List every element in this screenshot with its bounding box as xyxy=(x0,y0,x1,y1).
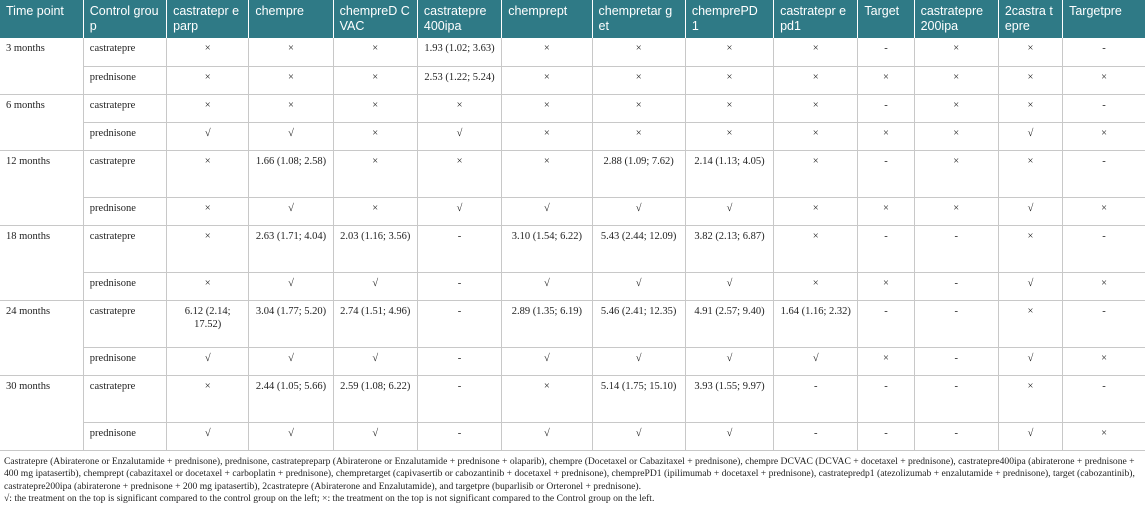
control-group-cell: prednisone xyxy=(83,272,166,300)
value-cell: - xyxy=(914,375,998,422)
value-cell: × xyxy=(1063,422,1145,450)
value-cell: × xyxy=(858,197,914,225)
value-cell: 3.04 (1.77; 5.20) xyxy=(249,300,333,347)
value-cell: - xyxy=(417,272,501,300)
value-cell: √ xyxy=(685,347,773,375)
value-cell: - xyxy=(858,422,914,450)
value-cell: × xyxy=(914,66,998,94)
value-cell: × xyxy=(502,66,592,94)
value-cell: × xyxy=(333,197,417,225)
value-cell: - xyxy=(417,300,501,347)
value-cell: × xyxy=(333,94,417,122)
value-cell: × xyxy=(774,150,858,197)
value-cell: √ xyxy=(417,197,501,225)
time-point-cell xyxy=(0,347,83,375)
value-cell: √ xyxy=(685,422,773,450)
value-cell: - xyxy=(858,375,914,422)
value-cell: √ xyxy=(685,272,773,300)
value-cell: × xyxy=(249,38,333,66)
value-cell: √ xyxy=(685,197,773,225)
value-cell: × xyxy=(333,38,417,66)
value-cell: 5.43 (2.44; 12.09) xyxy=(592,225,685,272)
value-cell: 3.10 (1.54; 6.22) xyxy=(502,225,592,272)
value-cell: 3.82 (2.13; 6.87) xyxy=(685,225,773,272)
table-row xyxy=(0,422,1145,450)
value-cell: √ xyxy=(167,347,249,375)
value-cell: × xyxy=(592,122,685,150)
control-group-cell: prednisone xyxy=(83,197,166,225)
control-group-cell: castratepre xyxy=(83,225,166,272)
value-cell: 2.74 (1.51; 4.96) xyxy=(333,300,417,347)
value-cell: 2.63 (1.71; 4.04) xyxy=(249,225,333,272)
value-cell: √ xyxy=(998,122,1062,150)
column-header: chemprePD 1 xyxy=(685,0,773,38)
value-cell: 4.91 (2.57; 9.40) xyxy=(685,300,773,347)
table-row xyxy=(0,225,1145,272)
table-row xyxy=(0,94,1145,122)
value-cell: × xyxy=(502,375,592,422)
value-cell: × xyxy=(249,94,333,122)
value-cell: × xyxy=(914,38,998,66)
value-cell: - xyxy=(1063,38,1145,66)
value-cell: × xyxy=(333,66,417,94)
value-cell: √ xyxy=(167,422,249,450)
time-point-cell xyxy=(0,66,83,94)
control-group-cell: prednisone xyxy=(83,347,166,375)
value-cell: - xyxy=(774,422,858,450)
value-cell: × xyxy=(167,66,249,94)
value-cell: √ xyxy=(333,347,417,375)
value-cell: × xyxy=(167,225,249,272)
value-cell: - xyxy=(858,94,914,122)
value-cell: 1.93 (1.02; 3.63) xyxy=(417,38,501,66)
value-cell: - xyxy=(914,422,998,450)
value-cell: × xyxy=(998,225,1062,272)
value-cell: - xyxy=(858,225,914,272)
control-group-cell: castratepre xyxy=(83,300,166,347)
value-cell: 2.03 (1.16; 3.56) xyxy=(333,225,417,272)
value-cell: × xyxy=(167,272,249,300)
time-point-cell: 12 months xyxy=(0,150,83,197)
time-point-cell xyxy=(0,422,83,450)
control-group-cell: castratepre xyxy=(83,375,166,422)
table-row xyxy=(0,300,1145,347)
value-cell: × xyxy=(858,66,914,94)
value-cell: - xyxy=(858,300,914,347)
value-cell: × xyxy=(417,150,501,197)
value-cell: √ xyxy=(417,122,501,150)
time-point-cell xyxy=(0,122,83,150)
value-cell: 2.53 (1.22; 5.24) xyxy=(417,66,501,94)
column-header: chempretar get xyxy=(592,0,685,38)
value-cell: × xyxy=(774,122,858,150)
column-header: chemprept xyxy=(502,0,592,38)
table-row xyxy=(0,150,1145,197)
value-cell: × xyxy=(685,66,773,94)
value-cell: × xyxy=(774,94,858,122)
value-cell: × xyxy=(858,347,914,375)
time-point-cell: 30 months xyxy=(0,375,83,422)
time-point-cell: 24 months xyxy=(0,300,83,347)
value-cell: √ xyxy=(592,272,685,300)
value-cell: √ xyxy=(998,272,1062,300)
value-cell: × xyxy=(417,94,501,122)
value-cell: × xyxy=(1063,66,1145,94)
column-header: Target xyxy=(858,0,914,38)
value-cell: × xyxy=(1063,347,1145,375)
value-cell: × xyxy=(998,38,1062,66)
value-cell: × xyxy=(333,150,417,197)
value-cell: 2.59 (1.08; 6.22) xyxy=(333,375,417,422)
value-cell: √ xyxy=(249,422,333,450)
control-group-cell: castratepre xyxy=(83,38,166,66)
value-cell: √ xyxy=(592,197,685,225)
value-cell: × xyxy=(998,375,1062,422)
value-cell: × xyxy=(167,375,249,422)
value-cell: √ xyxy=(592,422,685,450)
value-cell: - xyxy=(858,150,914,197)
time-point-cell: 3 months xyxy=(0,38,83,66)
value-cell: × xyxy=(998,300,1062,347)
value-cell: - xyxy=(417,422,501,450)
value-cell: √ xyxy=(774,347,858,375)
value-cell: - xyxy=(417,375,501,422)
table-row xyxy=(0,122,1145,150)
footnote-legend: √: the treatment on the top is significant compared to the control group on the left; ×: the treatment on the top is not significant compared to the Control group on the left. xyxy=(4,493,655,504)
table-body xyxy=(0,38,1145,450)
value-cell: √ xyxy=(333,422,417,450)
column-header: chempreD CVAC xyxy=(333,0,417,38)
value-cell: 1.66 (1.08; 2.58) xyxy=(249,150,333,197)
value-cell: × xyxy=(592,38,685,66)
column-header: Time point xyxy=(0,0,83,38)
value-cell: × xyxy=(502,150,592,197)
header-row xyxy=(0,0,1145,38)
value-cell: × xyxy=(774,197,858,225)
value-cell: × xyxy=(914,94,998,122)
value-cell: × xyxy=(592,94,685,122)
value-cell: √ xyxy=(333,272,417,300)
value-cell: × xyxy=(685,122,773,150)
value-cell: × xyxy=(333,122,417,150)
column-header: chempre xyxy=(249,0,333,38)
value-cell: 2.44 (1.05; 5.66) xyxy=(249,375,333,422)
value-cell: × xyxy=(1063,272,1145,300)
control-group-cell: prednisone xyxy=(83,122,166,150)
value-cell: - xyxy=(417,347,501,375)
value-cell: × xyxy=(167,38,249,66)
value-cell: 6.12 (2.14; 17.52) xyxy=(167,300,249,347)
column-header: 2castra tepre xyxy=(998,0,1062,38)
value-cell: 5.46 (2.41; 12.35) xyxy=(592,300,685,347)
value-cell: × xyxy=(914,150,998,197)
value-cell: × xyxy=(914,122,998,150)
value-cell: - xyxy=(1063,150,1145,197)
value-cell: √ xyxy=(249,347,333,375)
value-cell: √ xyxy=(502,347,592,375)
value-cell: × xyxy=(502,94,592,122)
value-cell: √ xyxy=(249,272,333,300)
column-header: castratepre 200ipa xyxy=(914,0,998,38)
value-cell: 2.14 (1.13; 4.05) xyxy=(685,150,773,197)
table-row xyxy=(0,272,1145,300)
value-cell: √ xyxy=(998,422,1062,450)
value-cell: 2.89 (1.35; 6.19) xyxy=(502,300,592,347)
table-row xyxy=(0,347,1145,375)
value-cell: × xyxy=(502,122,592,150)
column-header: castratepr eparp xyxy=(167,0,249,38)
value-cell: × xyxy=(685,38,773,66)
value-cell: √ xyxy=(502,422,592,450)
value-cell: - xyxy=(774,375,858,422)
control-group-cell: prednisone xyxy=(83,66,166,94)
value-cell: × xyxy=(858,272,914,300)
value-cell: × xyxy=(998,150,1062,197)
time-point-cell xyxy=(0,272,83,300)
value-cell: - xyxy=(417,225,501,272)
value-cell: × xyxy=(998,66,1062,94)
time-point-cell: 18 months xyxy=(0,225,83,272)
value-cell: √ xyxy=(249,122,333,150)
table-row xyxy=(0,197,1145,225)
value-cell: × xyxy=(167,197,249,225)
table-row xyxy=(0,375,1145,422)
value-cell: 2.88 (1.09; 7.62) xyxy=(592,150,685,197)
value-cell: × xyxy=(502,38,592,66)
time-point-cell xyxy=(0,197,83,225)
value-cell: 5.14 (1.75; 15.10) xyxy=(592,375,685,422)
value-cell: - xyxy=(1063,375,1145,422)
value-cell: × xyxy=(914,197,998,225)
value-cell: 1.64 (1.16; 2.32) xyxy=(774,300,858,347)
value-cell: - xyxy=(1063,300,1145,347)
value-cell: √ xyxy=(502,197,592,225)
value-cell: - xyxy=(1063,94,1145,122)
column-header: Targetpre xyxy=(1063,0,1145,38)
value-cell: × xyxy=(167,150,249,197)
value-cell: 3.93 (1.55; 9.97) xyxy=(685,375,773,422)
value-cell: × xyxy=(774,38,858,66)
value-cell: × xyxy=(1063,197,1145,225)
value-cell: × xyxy=(774,66,858,94)
value-cell: × xyxy=(774,272,858,300)
value-cell: √ xyxy=(249,197,333,225)
value-cell: × xyxy=(249,66,333,94)
value-cell: × xyxy=(858,122,914,150)
value-cell: - xyxy=(914,225,998,272)
footnote-abbreviations: Castratepre (Abiraterone or Enzalutamide + prednisone), prednisone, castratepreparp (Abiraterone or Enzalutamide + prednisone + olaparib), chempre (Docetaxel or Cabazitaxel + prednisone), chempre DCVAC (DCVAC + docetaxel + prednisone), castratepre400ipa (abiraterone + prednisone + 400 mg ipatasertib), chemprept (cabazitaxel or docetaxel + carboplatin + prednisone), chempretarget (capivasertib or cabozantinib + docetaxel + prednisone), chemprePD1 (ipilimumab + docetaxel + prednisone), castratepredp1 (atezolizumab + enzalutamide + prednisone), target (cabozantinib), castratepre200ipa (abiraterone + prednisone + 200 mg ipatasertib), 2castratepre (Abiraterone and Enzalutamide), and targetpre (buparlisib or Orteronel + prednisone). xyxy=(4,455,1135,492)
table-row xyxy=(0,66,1145,94)
value-cell: - xyxy=(1063,225,1145,272)
table-row xyxy=(0,38,1145,66)
value-cell: × xyxy=(1063,122,1145,150)
value-cell: - xyxy=(858,38,914,66)
column-header: castratepr epd1 xyxy=(774,0,858,38)
value-cell: - xyxy=(914,347,998,375)
time-point-cell: 6 months xyxy=(0,94,83,122)
value-cell: - xyxy=(914,300,998,347)
value-cell: √ xyxy=(998,347,1062,375)
value-cell: × xyxy=(167,94,249,122)
value-cell: √ xyxy=(998,197,1062,225)
value-cell: × xyxy=(998,94,1062,122)
value-cell: × xyxy=(592,66,685,94)
control-group-cell: castratepre xyxy=(83,150,166,197)
control-group-cell: prednisone xyxy=(83,422,166,450)
value-cell: √ xyxy=(502,272,592,300)
control-group-cell: castratepre xyxy=(83,94,166,122)
value-cell: × xyxy=(774,225,858,272)
value-cell: √ xyxy=(592,347,685,375)
value-cell: - xyxy=(914,272,998,300)
column-header: Control group xyxy=(83,0,166,38)
value-cell: √ xyxy=(167,122,249,150)
value-cell: × xyxy=(685,94,773,122)
column-header: castratepre 400ipa xyxy=(417,0,501,38)
